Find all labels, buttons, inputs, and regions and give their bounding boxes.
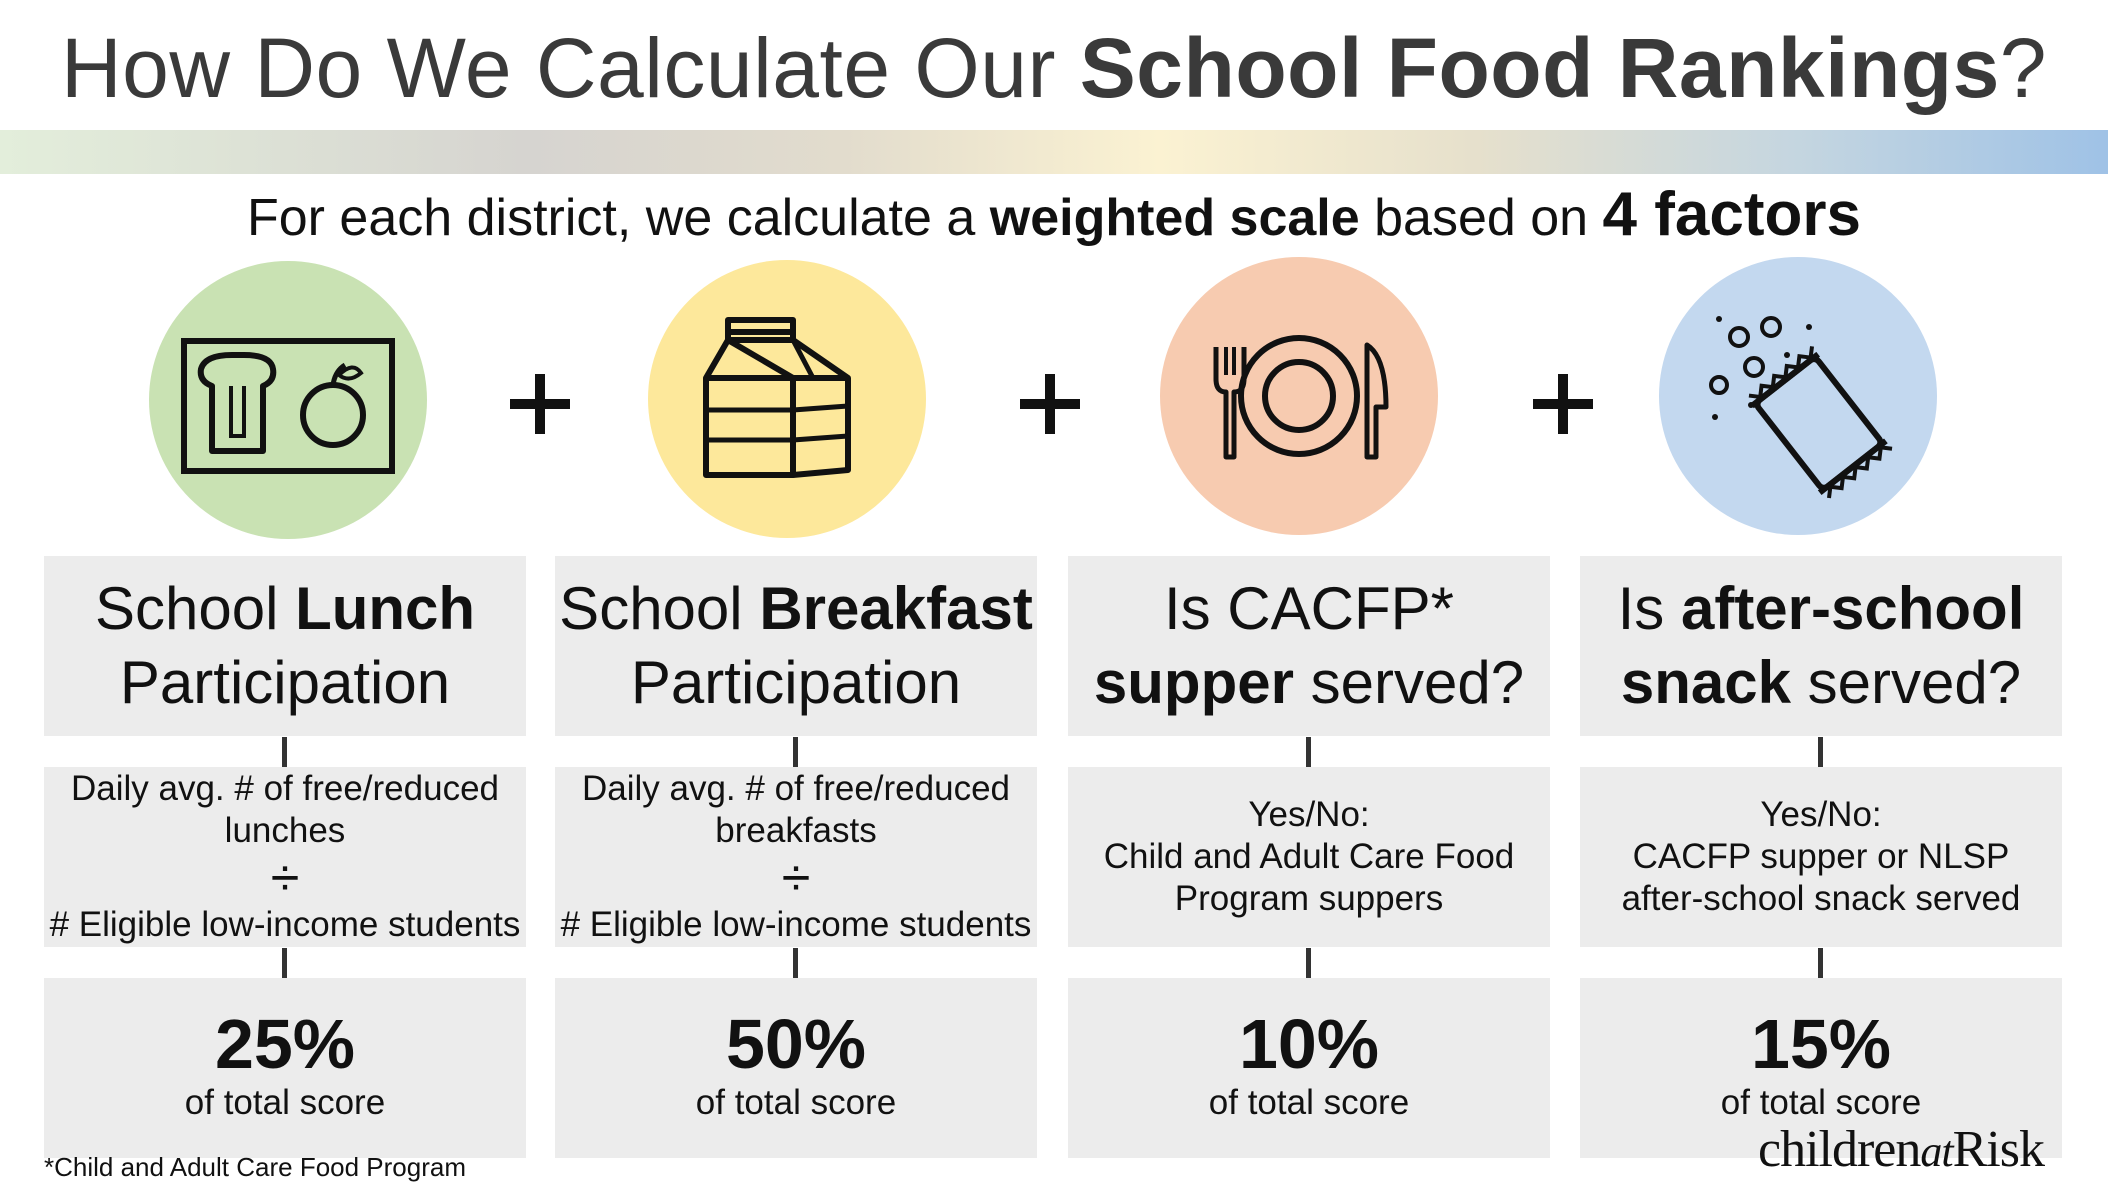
divide-icon: ÷ [781,849,811,907]
plate-fork-knife-icon [1160,257,1438,535]
lunch-tray-icon [149,261,427,539]
breakfast-weight-box [555,978,1037,1158]
snack-desc-line1: Yes/No: [1760,795,1882,834]
supper-weight-box [1068,978,1550,1158]
breakfast-heading-line2: Participation [630,649,962,716]
connector [1306,948,1311,978]
plus-icon [1533,374,1593,434]
children-at-risk-logo: childrenatRisk [1758,1121,2044,1178]
supper-description-box [1068,767,1550,947]
snack-desc-line3: after-school snack served [1621,879,2021,918]
snack-description-box [1580,767,2062,947]
subtitle: For each district, we calculate a weighted scale based on 4 factors [246,180,1861,249]
supper-heading-line1: Is CACFP* [1163,575,1455,642]
lunch-desc-line1: Daily avg. # of free/reduced [70,769,499,808]
lunch-desc-line2: lunches [224,811,346,850]
plus-icon [510,374,570,434]
supper-percent-label: of total score [1208,1083,1410,1122]
snack-percent: 15% [1750,1005,1892,1083]
lunch-desc-line3: # Eligible low-income students [49,905,521,944]
supper-desc-line1: Yes/No: [1248,795,1370,834]
breakfast-desc-line1: Daily avg. # of free/reduced [581,769,1010,808]
plus-icon [1020,374,1080,434]
supper-desc-line3: Program suppers [1174,879,1444,918]
breakfast-desc-line3: # Eligible low-income students [560,905,1032,944]
breakfast-percent-label: of total score [695,1083,897,1122]
connector [1818,948,1823,978]
breakfast-description-box [555,767,1037,947]
snack-heading-line1: Is after-school [1617,575,2025,642]
snack-desc-line2: CACFP supper or NLSP [1632,837,2010,876]
breakfast-circle [648,260,926,538]
lunch-percent-label: of total score [184,1083,386,1122]
supper-percent: 10% [1238,1005,1380,1083]
lunch-description-box [44,767,526,947]
connector [1818,737,1823,767]
milk-carton-icon [648,260,926,538]
lunch-circle [149,261,427,539]
lunch-heading-line2: Participation [119,649,451,716]
connector [282,948,287,978]
breakfast-percent: 50% [725,1005,867,1083]
connector [1306,737,1311,767]
snack-bag-icon [1659,257,1937,535]
footnote: *Child and Adult Care Food Program [44,1152,467,1182]
divide-icon: ÷ [270,849,300,907]
breakfast-desc-line2: breakfasts [715,811,877,850]
breakfast-heading-line1: School Breakfast [559,575,1033,642]
supper-heading-box [1068,556,1550,736]
connector [793,948,798,978]
lunch-weight-box [44,978,526,1158]
supper-circle [1160,257,1438,535]
supper-desc-line2: Child and Adult Care Food [1103,837,1515,876]
snack-heading-line2: snack served? [1620,649,2022,716]
snack-circle [1659,257,1937,535]
gradient-band [0,130,2108,174]
lunch-heading-box [44,556,526,736]
lunch-percent: 25% [214,1005,356,1083]
snack-heading-box [1580,556,2062,736]
breakfast-heading-box [555,556,1037,736]
connector [793,737,798,767]
page-title: How Do We Calculate Our School Food Rankings? [60,21,2048,115]
lunch-heading-line1: School Lunch [94,575,476,642]
snack-percent-label: of total score [1720,1083,1922,1122]
connector [282,737,287,767]
supper-heading-line2: supper served? [1093,649,1525,716]
